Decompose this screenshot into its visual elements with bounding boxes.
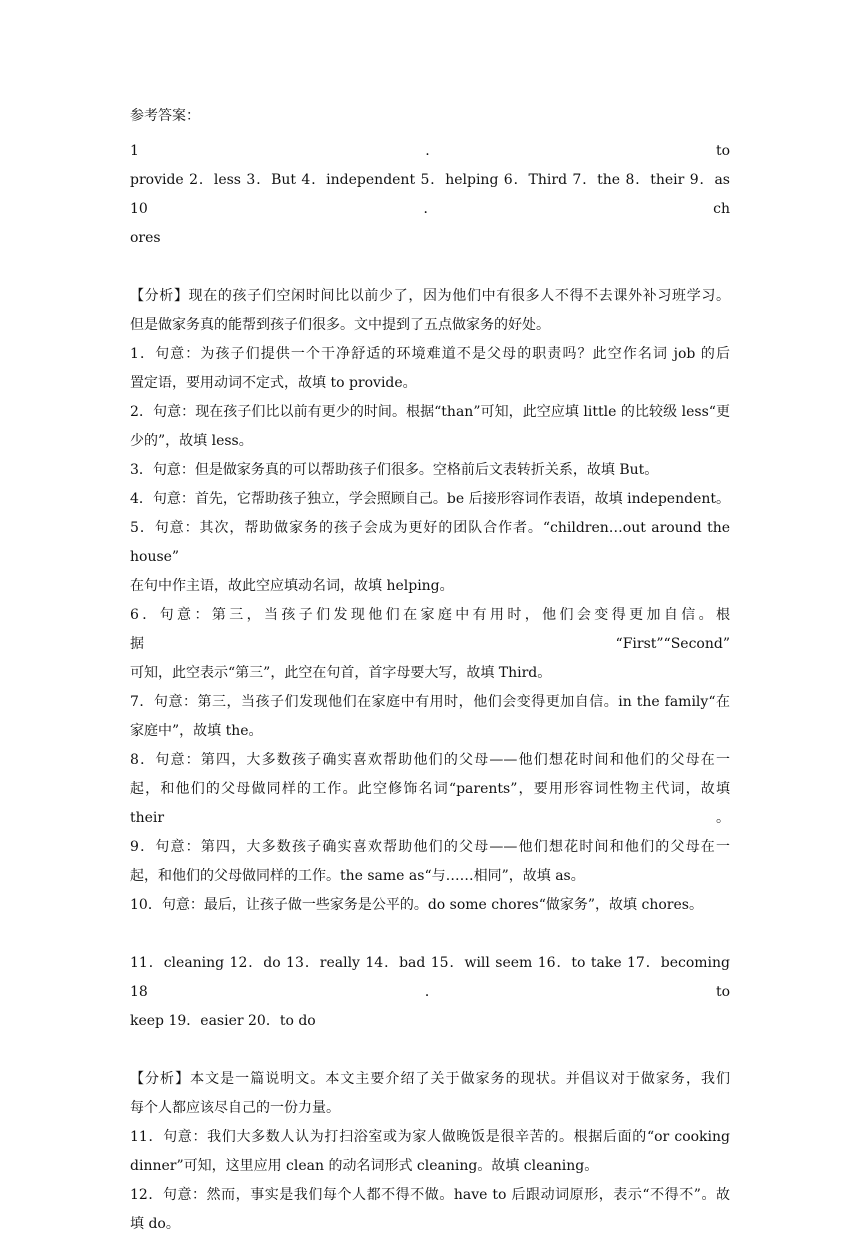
analysis-line: 【分析】现在的孩子们空闲时间比以前少了，因为他们中有很多人不得不去课外补习班学习。	[130, 288, 730, 304]
analysis-line: 11．句意：我们大多数人认为打扫浴室或为家人做晚饭是很辛苦的。根据后面的“or cooking	[130, 1129, 730, 1145]
analysis-paragraph	[130, 833, 730, 891]
answer-content	[130, 102, 730, 1239]
analysis-line: 但是做家务真的能帮到孩子们很多。文中提到了五点做家务的好处。	[130, 317, 550, 333]
answer-line: 1 . to	[130, 143, 730, 159]
analysis-paragraph	[130, 891, 730, 920]
analysis-paragraph	[130, 1123, 730, 1181]
answer-key-11-20	[130, 949, 730, 1036]
analysis-paragraph	[130, 514, 730, 601]
answer-key-1-10	[130, 137, 730, 253]
analysis-line: 1．句意：为孩子们提供一个干净舒适的环境难道不是父母的职责吗？此空作名词 job 的后	[130, 346, 730, 362]
analysis-line: 可知，此空表示“第三”，此空在句首，首字母要大写，故填 Third。	[130, 665, 552, 681]
analysis-paragraph	[130, 1065, 730, 1123]
analysis-line: 3．句意：但是做家务真的可以帮助孩子们很多。空格前后文表转折关系，故填 But。	[130, 462, 659, 478]
analysis-paragraph	[130, 485, 730, 514]
analysis-line: 10．句意：最后，让孩子做一些家务是公平的。do some chores“做家务”，故填 chores。	[130, 897, 703, 913]
analysis-paragraph	[130, 601, 730, 688]
analysis-line: 6．句意：第三，当孩子们发现他们在家庭中有用时，他们会变得更加自信。根据“First”“Second”	[130, 607, 730, 652]
analysis-paragraph	[130, 1181, 730, 1239]
analysis-line: 12．句意：然而，事实是我们每个人都不得不做。have to 后跟动词原形，表示“不得不”。故	[130, 1187, 730, 1203]
analysis-section-1	[130, 282, 730, 920]
analysis-line: 少的”，故填 less。	[130, 433, 253, 449]
analysis-paragraph	[130, 688, 730, 746]
analysis-line: 8．句意：第四，大多数孩子确实喜欢帮助他们的父母——他们想花时间和他们的父母在一	[130, 752, 730, 768]
analysis-line: 9．句意：第四，大多数孩子确实喜欢帮助他们的父母——他们想花时间和他们的父母在一	[130, 839, 730, 855]
analysis-line: 【分析】本文是一篇说明文。本文主要介绍了关于做家务的现状。并倡议对于做家务，我们	[130, 1071, 730, 1087]
spacer	[130, 1036, 730, 1065]
analysis-line: 家庭中”，故填 the。	[130, 723, 263, 739]
answer-line: ores	[130, 230, 161, 246]
answer-line: provide 2．less 3．But 4．independent 5．helping 6．Third 7．the 8．their 9．as 10．ch	[130, 172, 730, 217]
analysis-paragraph	[130, 282, 730, 340]
analysis-line: 每个人都应该尽自己的一份力量。	[130, 1100, 340, 1116]
analysis-line: 7．句意：第三，当孩子们发现他们在家庭中有用时，他们会变得更加自信。in the family“在	[130, 694, 730, 710]
spacer	[130, 253, 730, 282]
analysis-line: 4．句意：首先，它帮助孩子独立，学会照顾自己。be 后接形容词作表语，故填 independent。	[130, 491, 730, 507]
analysis-paragraph	[130, 340, 730, 398]
spacer	[130, 920, 730, 949]
answer-line: keep 19．easier 20．to do	[130, 1013, 316, 1029]
reference-answer-heading: 参考答案：	[130, 108, 200, 124]
analysis-line: 在句中作主语，故此空应填动名词，故填 helping。	[130, 578, 454, 594]
analysis-line: 2．句意：现在孩子们比以前有更少的时间。根据“than”可知，此空应填 little 的比较级 less“更	[130, 404, 730, 420]
analysis-line: 5．句意：其次，帮助做家务的孩子会成为更好的团队合作者。“children…out around the house”	[130, 520, 730, 565]
analysis-line: 置定语，要用动词不定式，故填 to provide。	[130, 375, 417, 391]
analysis-line: 起，和他们的父母做同样的工作。此空修饰名词“parents”，要用形容词性物主代词，故填 their。	[130, 781, 730, 826]
analysis-line: 填 do。	[130, 1216, 180, 1232]
analysis-line: dinner”可知，这里应用 clean 的动名词形式 cleaning。故填 cleaning。	[130, 1158, 599, 1174]
answer-line: 11．cleaning 12．do 13．really 14．bad 15．will seem 16．to take 17．becoming 18．to	[130, 955, 730, 1000]
analysis-section-2	[130, 1065, 730, 1239]
analysis-line: 起，和他们的父母做同样的工作。the same as“与……相同”，故填 as。	[130, 868, 585, 884]
analysis-paragraph	[130, 398, 730, 456]
analysis-paragraph	[130, 456, 730, 485]
analysis-paragraph	[130, 746, 730, 833]
